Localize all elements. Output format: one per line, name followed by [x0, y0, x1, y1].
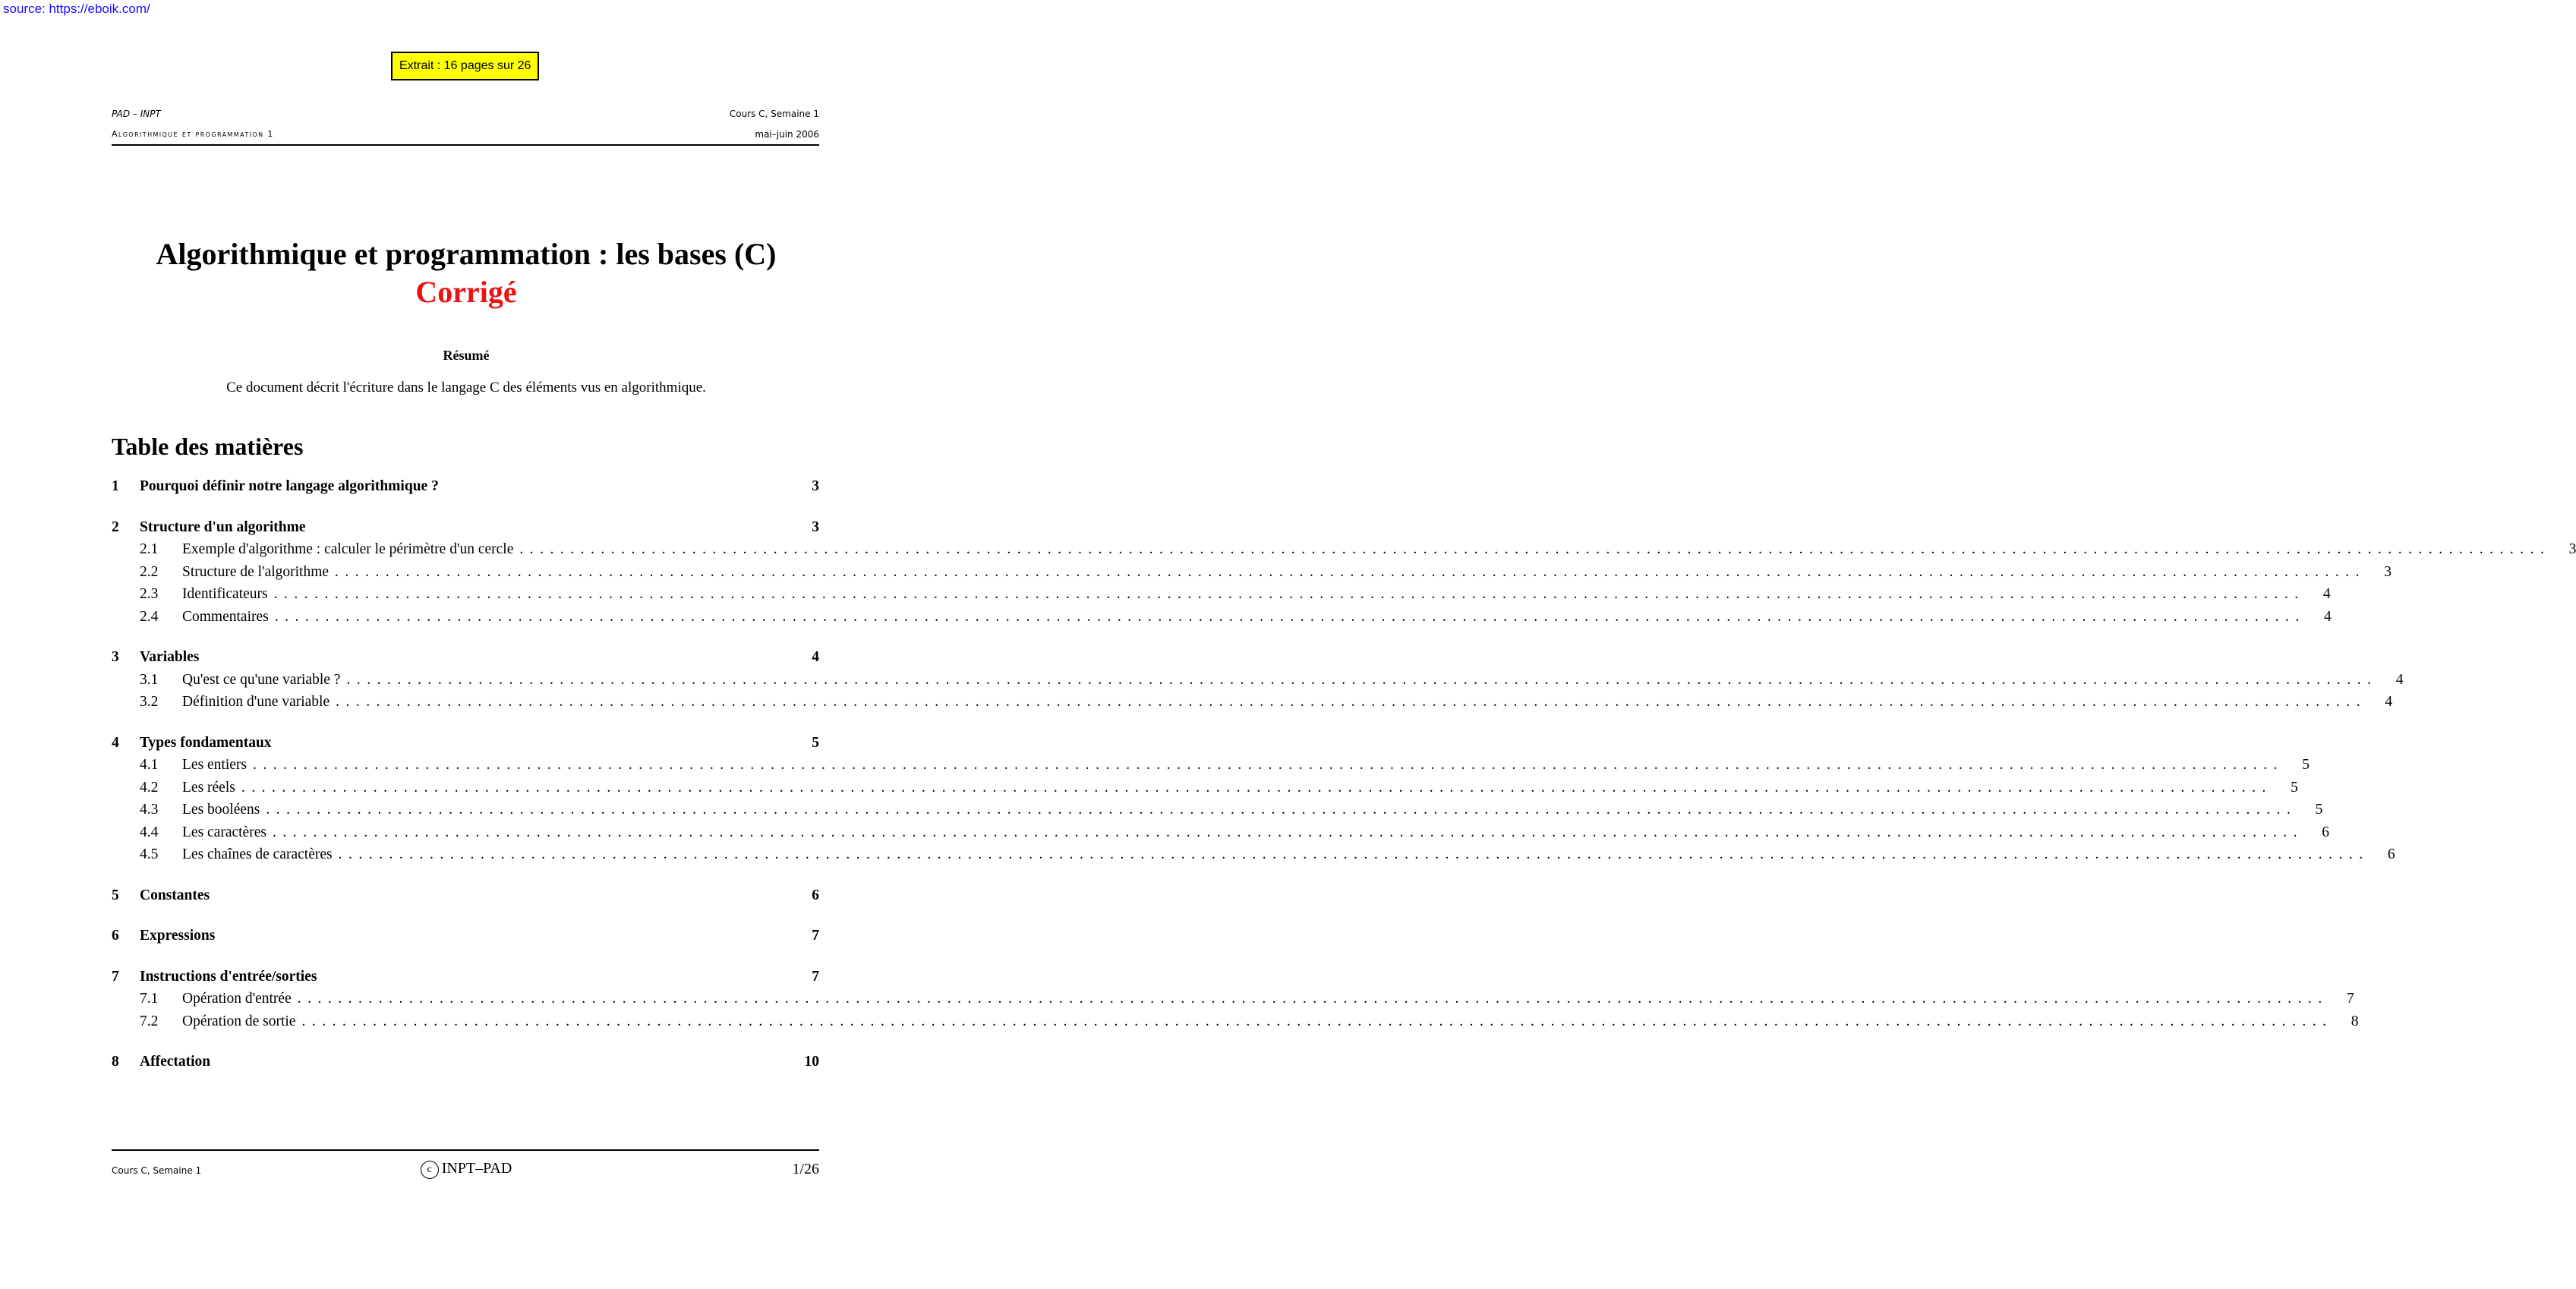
footer-rule [112, 1149, 819, 1151]
toc-dot-leader: ........................................................................................................................................................................................................ [335, 563, 2366, 580]
toc-entry-number: 4.1 [140, 757, 159, 773]
subtitle-text: Corrigé [415, 275, 517, 309]
toc-entry-page: 10 [804, 1054, 819, 1070]
toc-dot-leader: ........................................................................................................................................................................................................ [301, 1013, 2333, 1029]
toc-entry-page: 7 [812, 968, 819, 985]
page-number: 1/26 [792, 1161, 819, 1177]
toc-entry-number: 1 [112, 478, 119, 494]
toc-entry-label: Opération de sortie [182, 1013, 296, 1029]
toc-entry-page: 6 [2387, 846, 2395, 862]
toc-entry-number: 4.3 [140, 802, 159, 818]
toc-subsection-entry[interactable] [112, 779, 2298, 802]
toc-entry-label: Définition d'une variable [182, 694, 330, 710]
toc-entry-label: Variables [140, 649, 200, 665]
toc-dot-leader: ........................................................................................................................................................................................................ [266, 802, 2297, 818]
toc-entry-page: 4 [2322, 586, 2331, 602]
toc-entry-page: 3 [2384, 563, 2392, 580]
toc-entry-number: 3.2 [140, 694, 159, 710]
toc-entry-number: 4.5 [140, 846, 159, 862]
toc-entry-page: 5 [812, 734, 819, 751]
header-rule [112, 144, 819, 146]
toc-entry-page: 5 [2315, 802, 2323, 818]
toc-entry-page: 3 [812, 518, 819, 535]
toc-dot-leader: ........................................................................................................................................................................................................ [336, 694, 2367, 710]
toc-entry-label: Types fondamentaux [140, 734, 272, 751]
toc-dot-leader: ........................................................................................................................................................................................................ [297, 991, 2328, 1007]
toc-entry-number: 4.2 [140, 779, 159, 796]
document-title [0, 235, 932, 311]
toc-entry-label: Les booléens [182, 802, 260, 818]
header-date: mai–juin 2006 [755, 129, 819, 140]
source-link[interactable]: source: https://eboik.com/ [3, 2, 150, 16]
toc-entry-page: 7 [812, 928, 819, 944]
toc-entry-number: 4 [112, 734, 119, 751]
toc-dot-leader: ........................................................................................................................................................................................................ [241, 779, 2272, 796]
toc-entry-label: Les réels [182, 779, 235, 796]
toc-dot-leader: ........................................................................................................................................................................................................ [338, 846, 2369, 862]
toc-subsection-entry[interactable] [112, 846, 2395, 869]
toc-entry-number: 5 [112, 887, 119, 903]
toc-dot-leader: ........................................................................................................................................................................................................ [274, 608, 2306, 625]
toc-entry-page: 5 [2291, 779, 2298, 796]
toc-entry-number: 3.1 [140, 671, 159, 688]
toc-section-entry[interactable] [112, 735, 819, 758]
abstract-text: Ce document décrit l'écriture dans le langage C des éléments vus en algorithmique. [226, 380, 706, 396]
toc-section-entry[interactable] [112, 649, 819, 672]
toc-subsection-entry[interactable] [112, 608, 2332, 632]
toc-dot-leader: ........................................................................................................................................................................................................ [272, 824, 2303, 840]
toc-entry-number: 7 [112, 968, 119, 985]
toc-subsection-entry[interactable] [112, 563, 2392, 587]
toc-entry-page: 7 [2347, 991, 2354, 1007]
toc-entry-label: Instructions d'entrée/sorties [140, 968, 317, 985]
toc-subsection-entry[interactable] [112, 824, 2329, 847]
toc-entry-number: 2.1 [140, 541, 159, 557]
toc-entry-page: 8 [2351, 1013, 2359, 1029]
toc-subsection-entry[interactable] [112, 802, 2323, 824]
toc-entry-page: 5 [2302, 757, 2310, 773]
toc-subsection-entry[interactable] [112, 991, 2354, 1013]
toc-subsection-entry[interactable] [112, 541, 2576, 564]
header-course: Cours C, Semaine 1 [729, 109, 819, 119]
header-subject: Algorithmique et programmation 1 [112, 129, 274, 139]
toc-entry-number: 2.2 [140, 563, 159, 580]
toc-entry-label: Structure d'un algorithme [140, 518, 306, 535]
toc-entry-page: 4 [2395, 671, 2404, 688]
toc-entry-label: Les entiers [182, 757, 248, 773]
toc-entry-label: Les caractères [182, 824, 266, 840]
toc-entry-number: 7.2 [140, 1013, 159, 1029]
toc-entry-number: 8 [112, 1054, 119, 1070]
table-of-contents [112, 478, 2576, 1076]
toc-entry-label: Structure de l'algorithme [182, 563, 329, 580]
toc-section-entry[interactable] [112, 1054, 819, 1076]
toc-entry-label: Exemple d'algorithme : calculer le périmètre d'un cercle [182, 541, 514, 557]
toc-entry-label: Pourquoi définir notre langage algorithmique ? [140, 478, 439, 494]
toc-entry-number: 2.3 [140, 586, 159, 602]
toc-dot-leader: ........................................................................................................................................................................................................ [253, 757, 2284, 773]
toc-entry-number: 7.1 [140, 991, 159, 1007]
toc-entry-number: 2 [112, 518, 119, 535]
toc-entry-number: 3 [112, 649, 119, 665]
toc-entry-label: Commentaires [182, 608, 269, 625]
toc-entry-label: Constantes [140, 887, 210, 903]
toc-section-entry[interactable] [112, 478, 819, 501]
toc-entry-number: 2.4 [140, 608, 159, 625]
abstract-title: Résumé [443, 348, 490, 363]
toc-entry-number: 4.4 [140, 824, 159, 840]
toc-subsection-entry[interactable] [112, 586, 2331, 609]
toc-section-entry[interactable] [112, 969, 819, 991]
toc-section-entry[interactable] [112, 519, 819, 542]
toc-entry-label: Expressions [140, 928, 216, 944]
toc-entry-label: Qu'est ce qu'une variable ? [182, 671, 341, 688]
footer-org: INPT–PAD [441, 1160, 512, 1177]
toc-entry-page: 6 [2322, 824, 2329, 840]
toc-subsection-entry[interactable] [112, 671, 2404, 695]
header-institution: PAD – INPT [112, 109, 161, 119]
toc-section-entry[interactable] [112, 887, 819, 910]
toc-entry-page: 4 [2323, 608, 2332, 625]
title-text: Algorithmique et programmation : les bases (C) [156, 237, 777, 271]
toc-subsection-entry[interactable] [112, 757, 2310, 780]
toc-entry-page: 3 [2568, 541, 2576, 557]
toc-subsection-entry[interactable] [112, 694, 2393, 717]
toc-entry-label: Identificateurs [182, 586, 268, 602]
toc-heading: Table des matières [112, 433, 304, 460]
toc-dot-leader: ........................................................................................................................................................................................................ [519, 541, 2551, 557]
toc-section-entry[interactable] [112, 928, 819, 950]
extract-badge: Extrait : 16 pages sur 26 [391, 52, 539, 80]
copyright-icon: c [421, 1161, 439, 1179]
toc-entry-label: Affectation [140, 1054, 211, 1070]
toc-entry-page: 4 [2385, 694, 2393, 710]
toc-entry-label: Les chaînes de caractères [182, 846, 333, 862]
toc-entry-page: 3 [812, 478, 819, 494]
toc-dot-leader: ........................................................................................................................................................................................................ [346, 671, 2378, 688]
toc-entry-page: 6 [812, 887, 819, 903]
toc-entry-page: 4 [812, 649, 819, 665]
toc-subsection-entry[interactable] [112, 1013, 2359, 1036]
toc-entry-label: Opération d'entrée [182, 991, 292, 1007]
footer-course: Cours C, Semaine 1 [112, 1165, 202, 1176]
toc-entry-number: 6 [112, 928, 119, 944]
toc-dot-leader: ........................................................................................................................................................................................................ [273, 586, 2305, 602]
